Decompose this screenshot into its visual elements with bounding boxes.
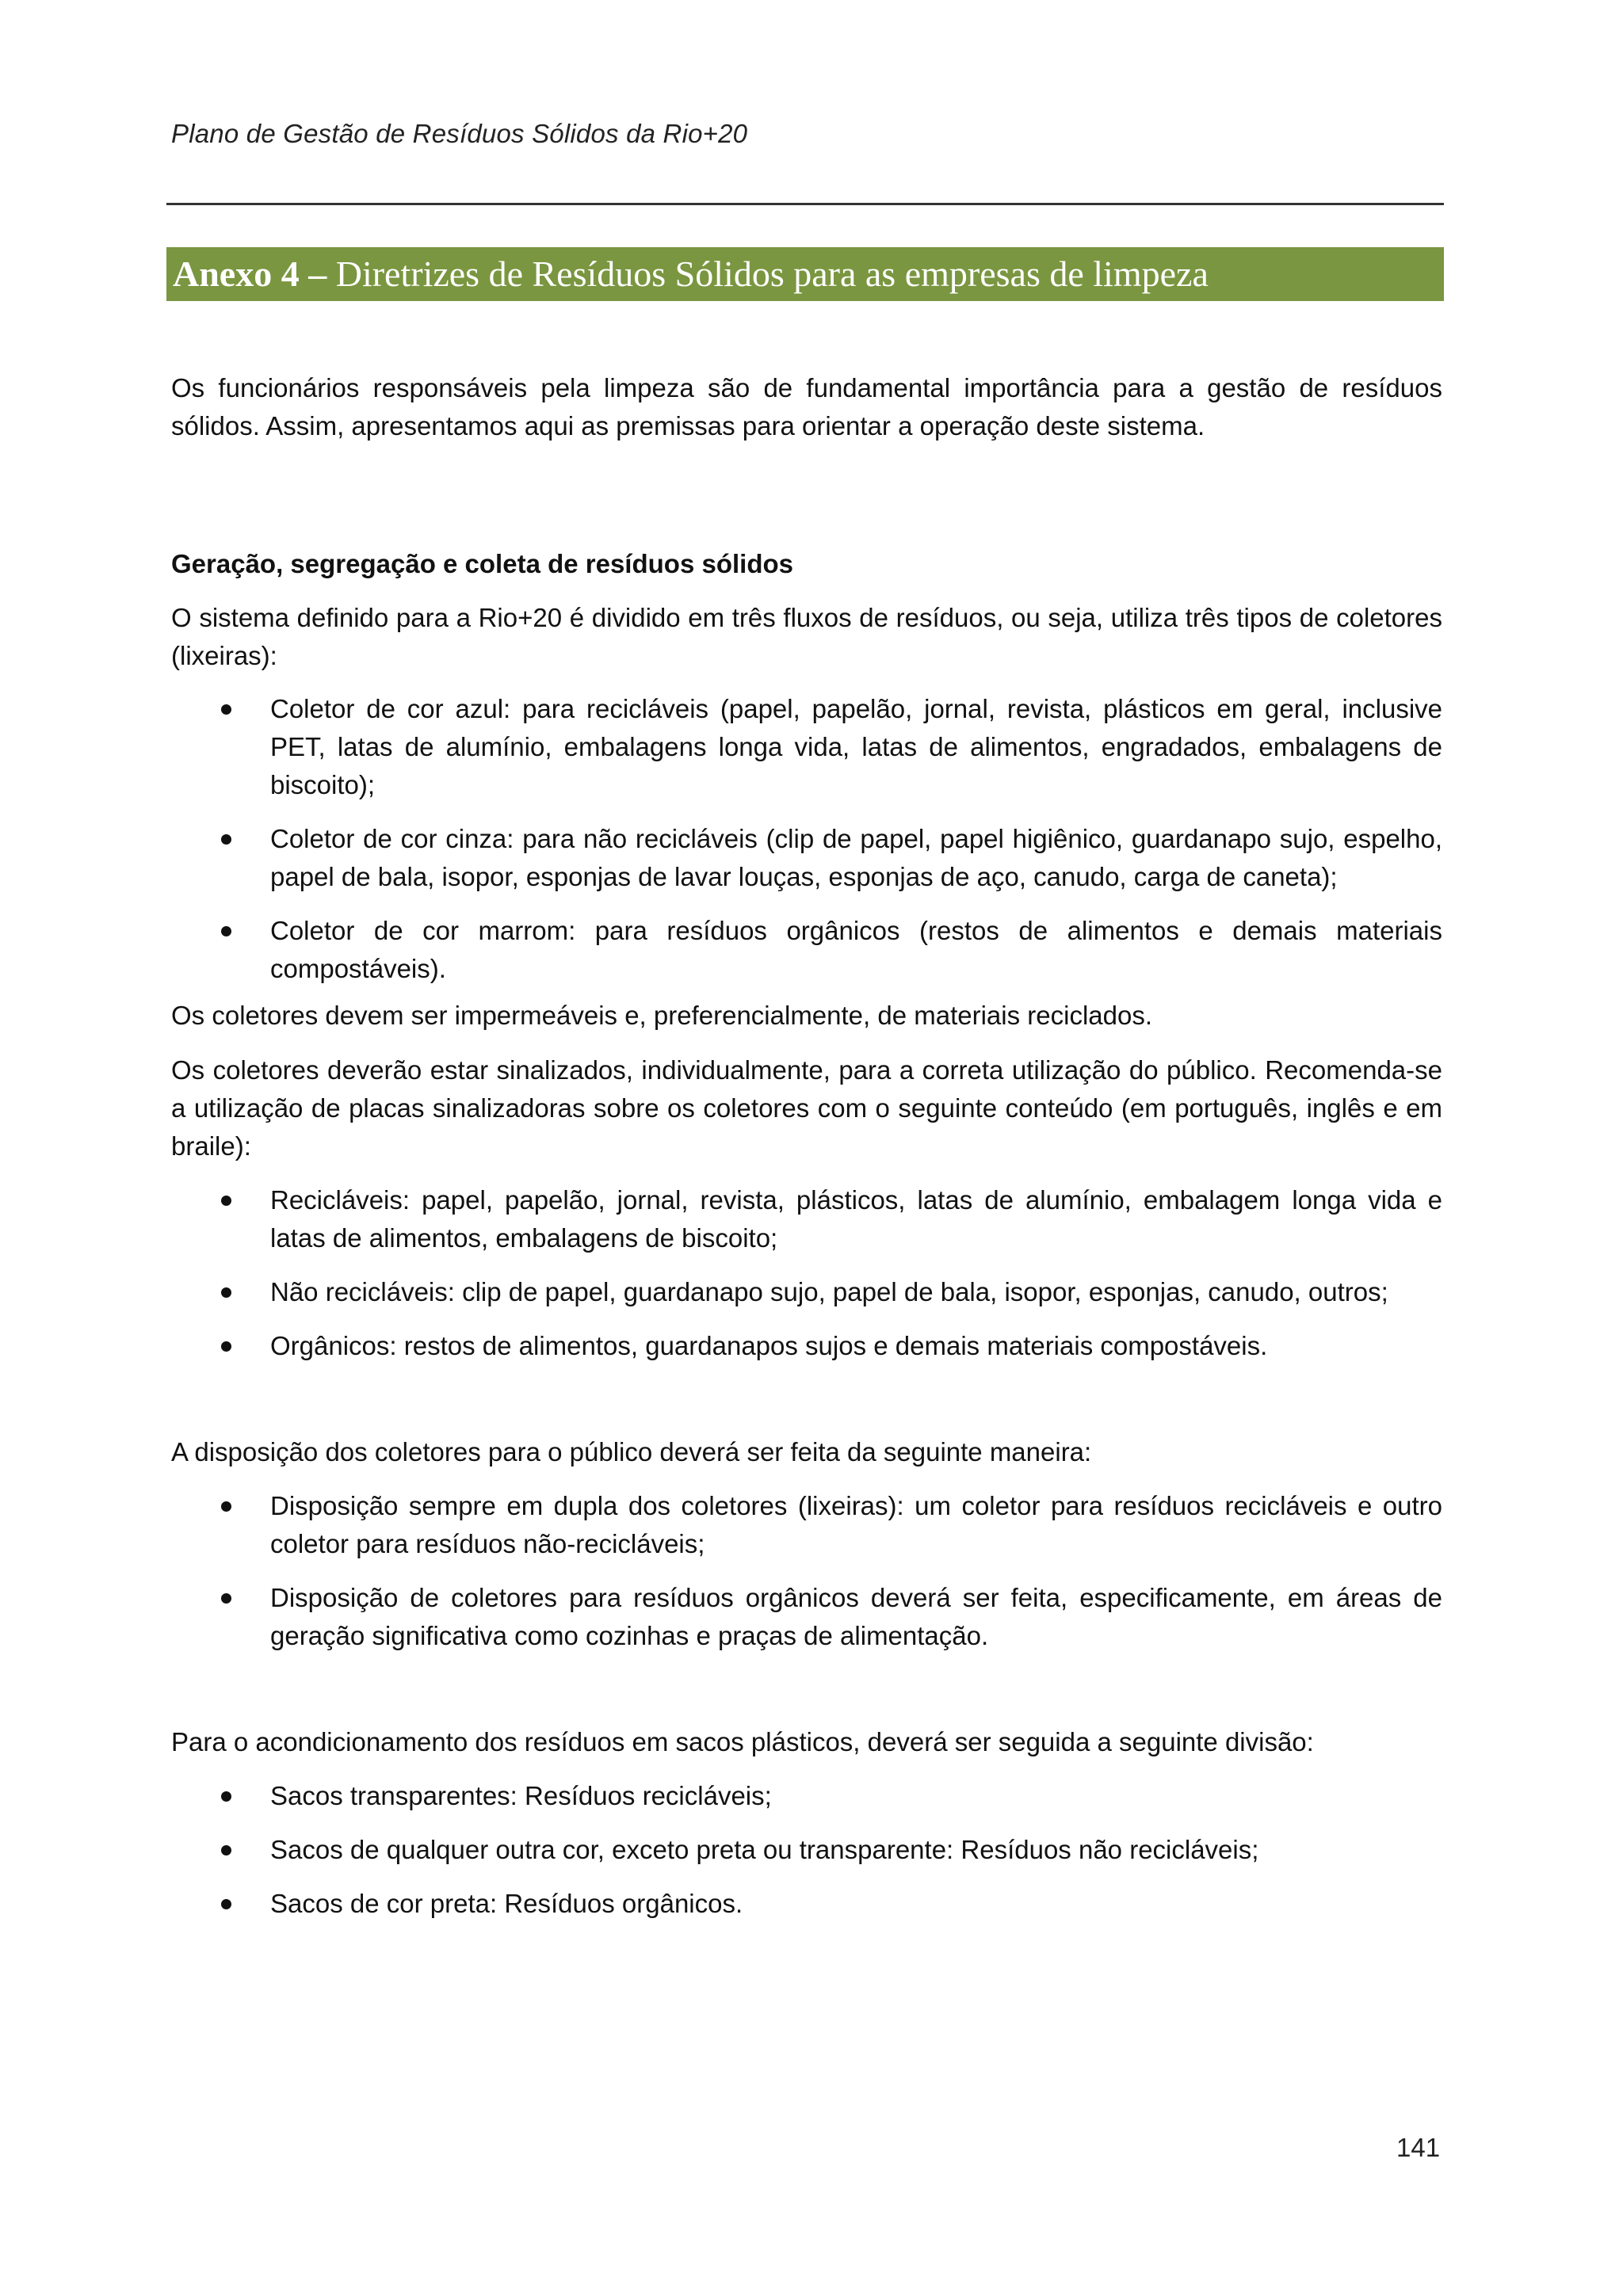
bullet-icon — [221, 1196, 231, 1206]
bullet-icon — [221, 1341, 231, 1352]
bullet-icon — [221, 1845, 231, 1855]
header-divider — [166, 203, 1444, 205]
list-item-text: Não recicláveis: clip de papel, guardanapo sujo, papel de bala, isopor, esponjas, canudo, outros; — [270, 1277, 1388, 1306]
list-item — [171, 1579, 1442, 1655]
annex-label: Anexo 4 – — [173, 254, 327, 294]
bags-list — [171, 1777, 1442, 1923]
list-item — [171, 1831, 1442, 1869]
bullet-icon — [221, 1899, 231, 1909]
section-intro: O sistema definido para a Rio+20 é dividido em três fluxos de resíduos, ou seja, utiliza três tipos de coletores (lixeiras): — [171, 603, 1442, 670]
list-item-text: Coletor de cor marrom: para resíduos orgânicos (restos de alimentos e demais materiais compostáveis). — [270, 916, 1442, 983]
list-item — [171, 690, 1442, 804]
list-item-text: Sacos transparentes: Resíduos recicláveis; — [270, 1781, 772, 1810]
list-item-text: Recicláveis: papel, papelão, jornal, revista, plásticos, latas de alumínio, embalagem longa vida e latas de alimentos, embalagens de biscoito; — [270, 1185, 1442, 1253]
list-item-text: Disposição sempre em dupla dos coletores (lixeiras): um coletor para resíduos recicláveis e outro coletor para resíduos não-recicláveis; — [270, 1491, 1442, 1558]
bullet-icon — [221, 834, 231, 845]
intro-paragraph: Os funcionários responsáveis pela limpeza são de fundamental importância para a gestão de resíduos sólidos. Assim, apresentamos aqui as premissas para orientar a operação deste sistema. — [171, 373, 1442, 441]
list-item — [171, 820, 1442, 896]
annex-banner — [166, 247, 1444, 301]
list-item-text: Orgânicos: restos de alimentos, guardanapos sujos e demais materiais compostáveis. — [270, 1331, 1268, 1360]
list-item — [171, 1181, 1442, 1257]
list-item-text: Disposição de coletores para resíduos orgânicos deverá ser feita, especificamente, em áreas de geração significativa como cozinhas e praças de alimentação. — [270, 1583, 1442, 1650]
list-item — [171, 1885, 1442, 1923]
list-item-text: Sacos de qualquer outra cor, exceto preta ou transparente: Resíduos não recicláveis; — [270, 1835, 1259, 1864]
signage-list — [171, 1181, 1442, 1365]
bullet-icon — [221, 1287, 231, 1298]
bullet-icon — [221, 1501, 231, 1512]
section-title: Geração, segregação e coleta de resíduos sólidos — [171, 549, 793, 578]
bullet-icon — [221, 926, 231, 936]
bullet-icon — [221, 704, 231, 715]
signage-intro: Os coletores deverão estar sinalizados, individualmente, para a correta utilização do público. Recomenda-se a utilização de placas sinalizadoras sobre os coletores com o seguinte conteúdo (em português, inglês e em braile): — [171, 1055, 1442, 1161]
collector-types-list — [171, 690, 1442, 988]
bullet-icon — [221, 1791, 231, 1802]
list-item — [171, 1487, 1442, 1563]
bullet-icon — [221, 1593, 231, 1604]
bags-intro: Para o acondicionamento dos resíduos em sacos plásticos, deverá ser seguida a seguinte divisão: — [171, 1727, 1314, 1756]
running-header: Plano de Gestão de Resíduos Sólidos da Rio+20 — [171, 119, 748, 148]
materials-note: Os coletores devem ser impermeáveis e, preferencialmente, de materiais reciclados. — [171, 1001, 1153, 1030]
page-number: 141 — [1396, 2133, 1441, 2162]
list-item-text: Coletor de cor azul: para recicláveis (papel, papelão, jornal, revista, plásticos em geral, inclusive PET, latas de alumínio, embalagens longa vida, latas de alimentos, engradados, embalagens de biscoito); — [270, 694, 1442, 799]
list-item-text: Sacos de cor preta: Resíduos orgânicos. — [270, 1889, 743, 1918]
list-item-text: Coletor de cor cinza: para não recicláveis (clip de papel, papel higiênico, guardanapo sujo, espelho, papel de bala, isopor, esponjas de lavar louças, esponjas de aço, canudo, carga de caneta); — [270, 824, 1442, 891]
annex-title: Diretrizes de Resíduos Sólidos para as empresas de limpeza — [335, 254, 1209, 294]
list-item — [171, 912, 1442, 988]
list-item — [171, 1327, 1442, 1365]
list-item — [171, 1777, 1442, 1815]
placement-list — [171, 1487, 1442, 1655]
list-item — [171, 1273, 1442, 1311]
placement-intro: A disposição dos coletores para o público deverá ser feita da seguinte maneira: — [171, 1437, 1092, 1466]
document-body — [171, 369, 1442, 1923]
